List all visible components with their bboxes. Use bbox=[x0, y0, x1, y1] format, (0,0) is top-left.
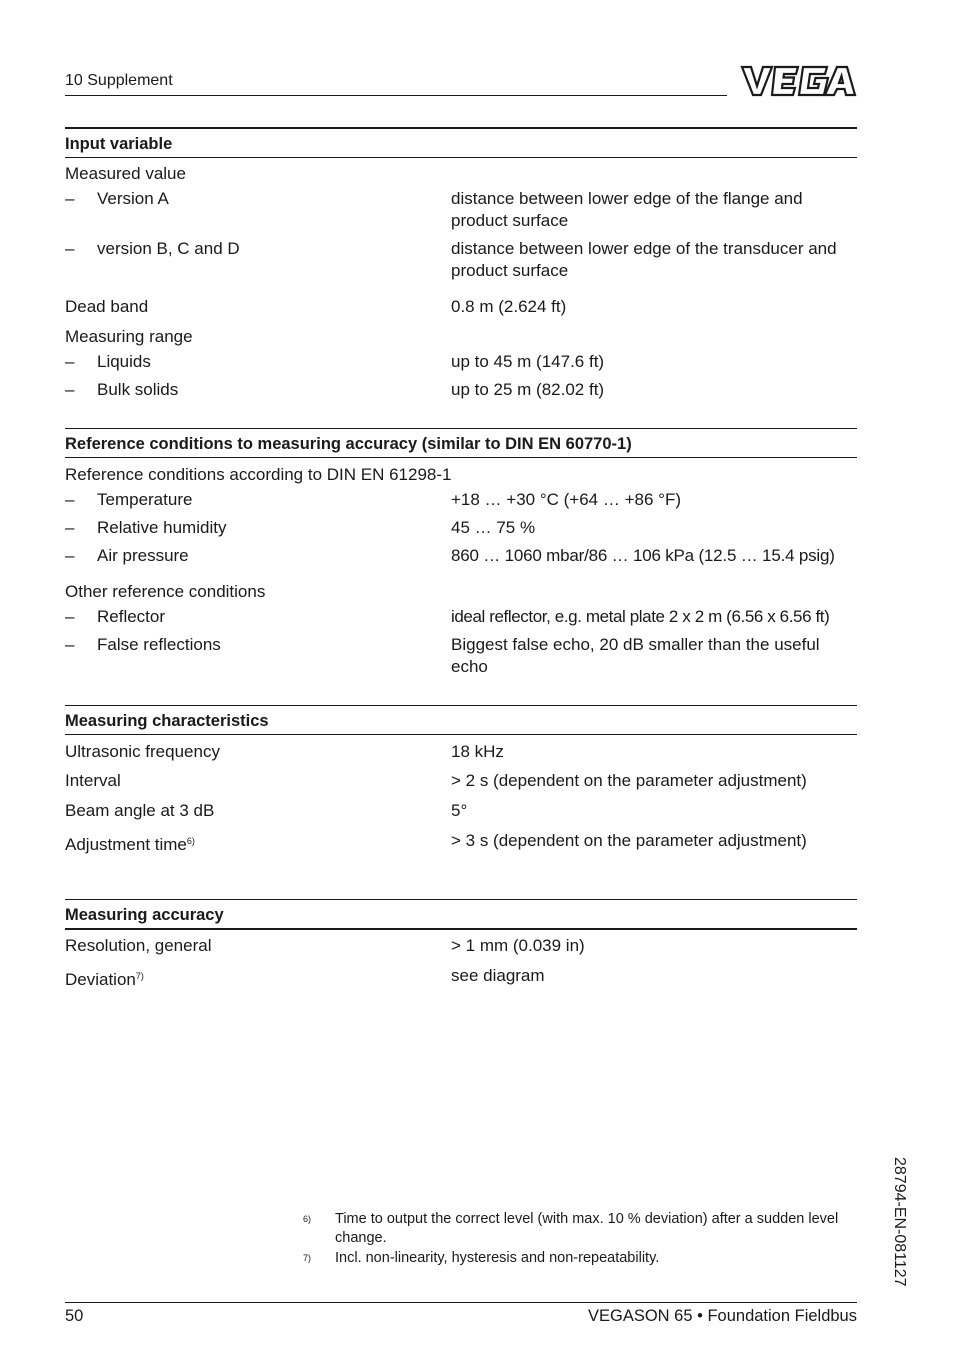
spec-label: Bulk solids bbox=[97, 380, 179, 399]
section-rule bbox=[65, 428, 857, 429]
spec-value: 0.8 m (2.624 ft) bbox=[451, 297, 567, 316]
document-number bbox=[888, 1157, 908, 1307]
spec-value: up to 45 m (147.6 ft) bbox=[451, 352, 605, 371]
dash-bullet: – bbox=[65, 546, 75, 565]
spec-label: False reflections bbox=[97, 635, 221, 654]
spec-label: Measured value bbox=[65, 164, 186, 183]
product-name: VEGASON 65 • Foundation Fieldbus bbox=[587, 1307, 857, 1325]
dash-bullet: – bbox=[65, 380, 75, 399]
dash-bullet: – bbox=[65, 490, 75, 509]
spec-label: Other reference conditions bbox=[65, 582, 266, 601]
spec-value: 5° bbox=[451, 801, 468, 820]
footnote-reference: 6) bbox=[186, 836, 195, 846]
spec-label: Ultrasonic frequency bbox=[65, 742, 220, 761]
spec-label: version B, C and D bbox=[97, 239, 240, 258]
spec-label: Adjustment time bbox=[65, 835, 187, 854]
spec-value: 45 … 75 % bbox=[451, 518, 536, 537]
spec-value: 18 kHz bbox=[451, 742, 504, 761]
spec-label: Resolution, general bbox=[65, 936, 212, 955]
spec-value: Biggest false echo, 20 dB smaller than the useful echo bbox=[451, 635, 820, 676]
spec-label: Liquids bbox=[97, 352, 151, 371]
spec-label: Temperature bbox=[97, 490, 193, 509]
dash-bullet: – bbox=[65, 352, 75, 371]
section-title-measuring-accuracy: Measuring accuracy bbox=[65, 906, 224, 924]
footnote-reference: 7) bbox=[135, 971, 144, 981]
section-rule bbox=[65, 157, 857, 158]
spec-label: Reference conditions according to DIN EN 61298-1 bbox=[65, 465, 452, 484]
section-title-input-variable: Input variable bbox=[65, 135, 173, 153]
spec-value: > 1 mm (0.039 in) bbox=[451, 936, 585, 955]
footnote-text: Incl. non-linearity, hysteresis and non-repeatability. bbox=[335, 1250, 660, 1266]
dash-bullet: – bbox=[65, 635, 75, 654]
spec-value: up to 25 m (82.02 ft) bbox=[451, 380, 605, 399]
footer-rule bbox=[65, 1302, 857, 1303]
spec-label: Air pressure bbox=[97, 546, 189, 565]
spec-value: > 2 s (dependent on the parameter adjustment) bbox=[451, 771, 807, 790]
section-title-reference-conditions: Reference conditions to measuring accuracy (similar to DIN EN 60770-1) bbox=[65, 435, 632, 453]
spec-label: Reflector bbox=[97, 607, 166, 626]
spec-label: Dead band bbox=[65, 297, 149, 316]
section-rule bbox=[65, 899, 857, 900]
dash-bullet: – bbox=[65, 239, 75, 258]
dash-bullet: – bbox=[65, 189, 75, 208]
spec-label: Relative humidity bbox=[97, 518, 227, 537]
section-title-measuring-characteristics: Measuring characteristics bbox=[65, 712, 269, 730]
spec-value: +18 … +30 °C (+64 … +86 °F) bbox=[451, 490, 681, 509]
footnote bbox=[303, 1210, 858, 1250]
spec-value: distance between lower edge of the flange and product surface bbox=[451, 189, 803, 230]
spec-value: 860 … 1060 mbar/86 … 106 kPa (12.5 … 15.4 psig) bbox=[451, 546, 835, 565]
page-number: 50 bbox=[65, 1307, 84, 1325]
footnote-text: Time to output the correct level (with max. 10 % deviation) after a sudden level change. bbox=[335, 1211, 839, 1246]
spec-label-with-footnote bbox=[65, 830, 195, 856]
section-rule bbox=[65, 457, 857, 458]
footnote-mark: 7) bbox=[303, 1253, 312, 1263]
section-rule bbox=[65, 928, 857, 930]
spec-label-with-footnote bbox=[65, 965, 144, 991]
spec-value: ideal reflector, e.g. metal plate 2 x 2 m (6.56 x 6.56 ft) bbox=[451, 607, 830, 626]
running-header: 10 Supplement bbox=[65, 72, 173, 89]
spec-value: see diagram bbox=[451, 966, 545, 985]
footnote-mark: 6) bbox=[303, 1214, 312, 1224]
spec-label: Interval bbox=[65, 771, 121, 790]
footnote bbox=[303, 1249, 858, 1269]
section-rule bbox=[65, 705, 857, 706]
section-rule bbox=[65, 734, 857, 735]
dash-bullet: – bbox=[65, 518, 75, 537]
document-number-text: 28794-EN-081127 bbox=[891, 1157, 908, 1287]
dash-bullet: – bbox=[65, 607, 75, 626]
spec-label: Beam angle at 3 dB bbox=[65, 801, 215, 820]
section-rule bbox=[65, 127, 857, 129]
header-rule bbox=[65, 95, 727, 96]
spec-value: > 3 s (dependent on the parameter adjustment) bbox=[451, 831, 807, 850]
spec-label: Deviation bbox=[65, 970, 136, 989]
spec-value: distance between lower edge of the transducer and product surface bbox=[451, 239, 837, 280]
spec-label: Measuring range bbox=[65, 327, 193, 346]
spec-label: Version A bbox=[97, 189, 169, 208]
vega-logo bbox=[740, 64, 857, 98]
